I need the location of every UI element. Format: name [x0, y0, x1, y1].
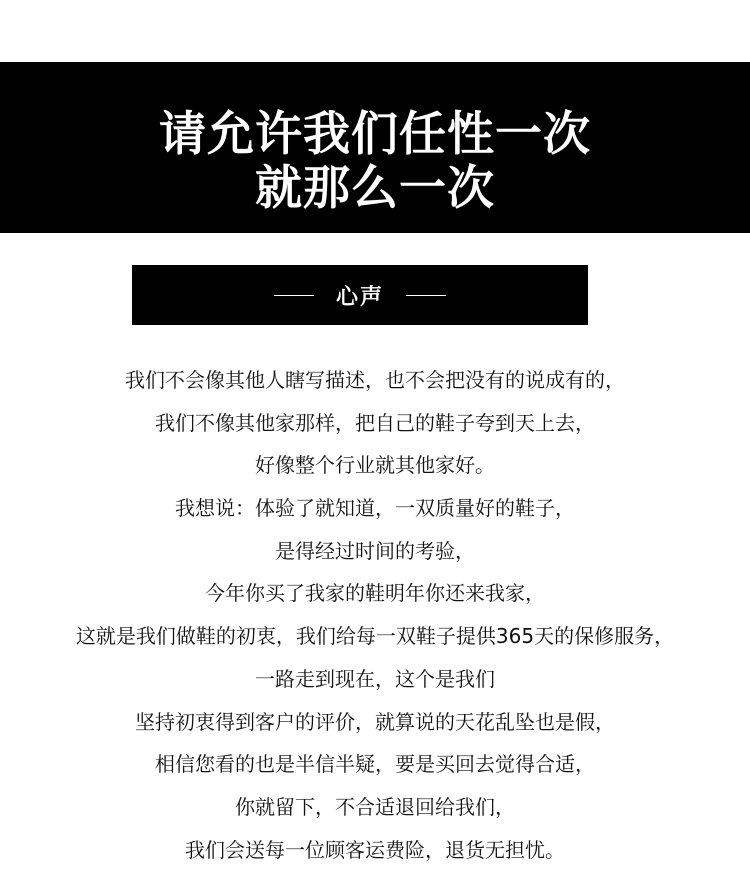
paragraph-line: 一路走到现在，这个是我们	[255, 666, 495, 691]
left-dash-divider	[274, 295, 314, 296]
hero-title-line-1: 请允许我们任性一次	[159, 107, 591, 162]
paragraph-line: 我们不会像其他人瞎写描述，也不会把没有的说成有的，	[125, 368, 625, 392]
paragraph-line: 我们不像其他家那样，把自己的鞋子夸到天上去，	[155, 410, 595, 435]
paragraph-line: 相信您看的也是半信半疑，要是买回去觉得合适，	[155, 752, 595, 777]
section-label: 心声	[335, 284, 384, 310]
paragraph-line: 你就留下，不合适退回给我们，	[235, 794, 515, 819]
paragraph-line: 坚持初衷得到客户的评价，就算说的天花乱坠也是假，	[135, 709, 615, 734]
right-dash-divider	[406, 295, 446, 296]
paragraph-line: 这就是我们做鞋的初衷，我们给每一双鞋子提供365天的保修服务，	[75, 624, 675, 649]
paragraph-line: 我想说：体验了就知道，一双质量好的鞋子，	[175, 496, 575, 521]
hero-banner	[0, 62, 750, 233]
section-label-box	[132, 265, 588, 325]
paragraph-line: 好像整个行业就其他家好。	[255, 453, 495, 478]
paragraph-line: 是得经过时间的考验，	[275, 538, 475, 563]
statement-paragraph	[0, 359, 750, 871]
paragraph-line: 我们会送每一位顾客运费险，退货无担忧。	[185, 837, 565, 862]
hero-title-line-2: 就那么一次	[255, 161, 495, 216]
paragraph-line: 今年你买了我家的鞋明年你还来我家，	[205, 581, 545, 606]
